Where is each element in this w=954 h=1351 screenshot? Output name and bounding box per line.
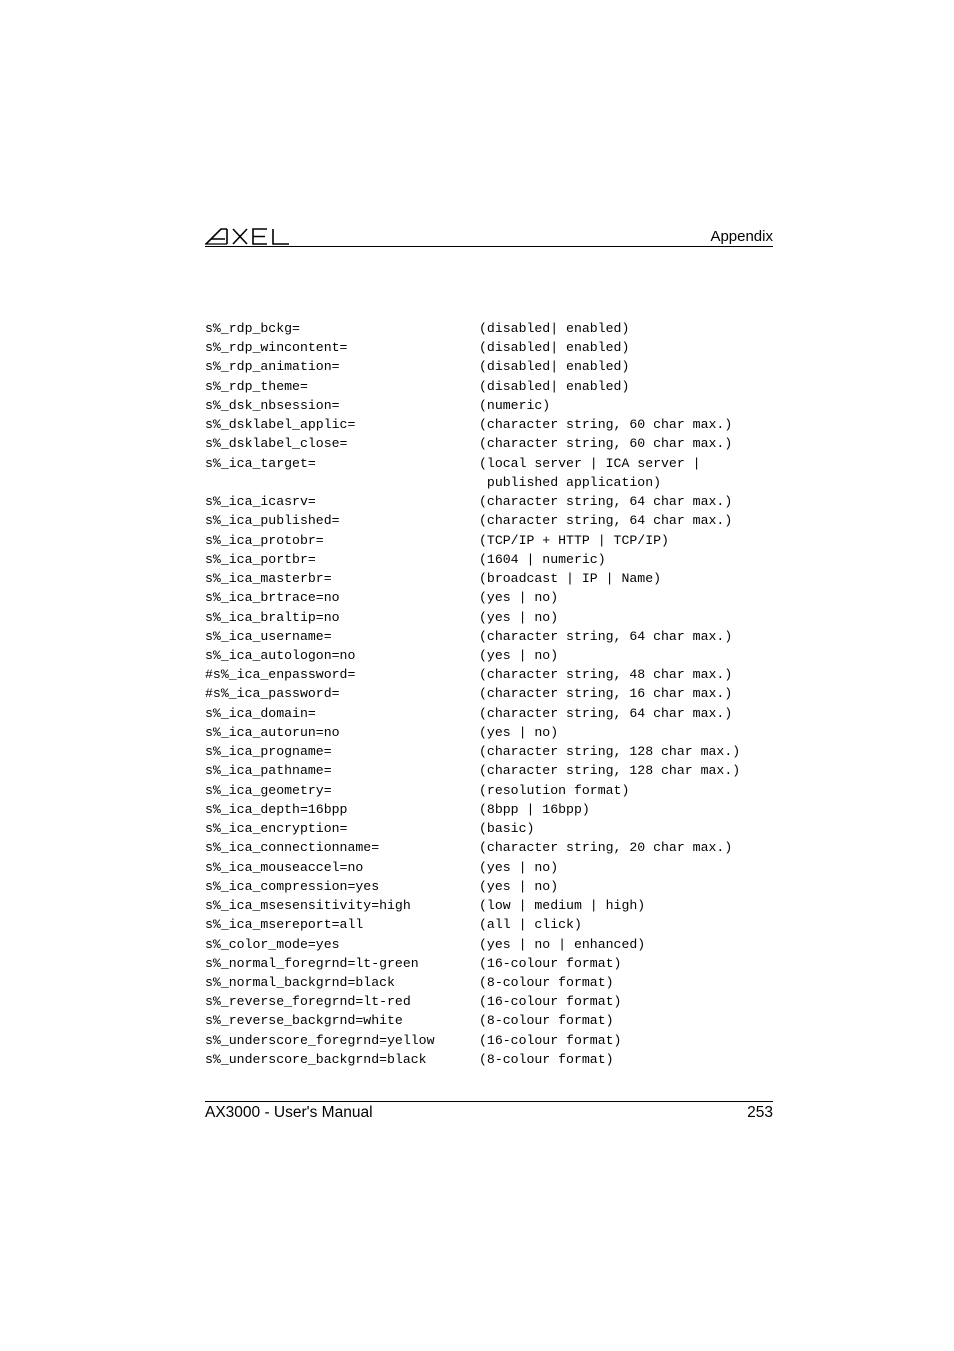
page-header [205,222,773,247]
parameter-values: (disabled| enabled) [479,321,630,336]
parameter-name: s%_ica_braltip=no [205,609,340,625]
parameter-values: (disabled| enabled) [479,359,630,375]
parameter-values: (yes | no) [479,878,559,894]
parameter-values: (local server | ICA server | [479,455,701,471]
parameter-row [205,415,773,434]
parameter-row [205,800,773,819]
parameter-values: (yes | no | enhanced) [479,936,646,952]
parameter-name: s%_rdp_animation= [205,359,340,375]
parameter-values: (character string, 48 char max.) [479,667,733,683]
parameter-name: s%_ica_portbr= [205,551,316,567]
parameter-values: (low | medium | high) [479,898,646,914]
parameter-name: s%_ica_connectionname= [205,840,380,856]
parameter-row [205,338,773,357]
parameter-name: s%_ica_masterbr= [205,571,332,587]
parameter-row [205,819,773,838]
parameter-name: s%_color_mode=yes [205,936,340,952]
parameter-values: (character string, 64 char max.) [479,705,733,721]
parameter-values: (1604 | numeric) [479,551,606,567]
parameter-values: (basic) [479,821,535,837]
parameter-values: (resolution format) [479,782,630,798]
parameter-values: (8-colour format) [479,974,614,990]
parameter-row [205,781,773,800]
parameter-row [205,992,773,1011]
parameter-row [205,1011,773,1030]
parameter-row [205,646,773,665]
parameter-row [205,511,773,530]
parameter-name: s%_rdp_theme= [205,378,308,394]
parameter-row [205,877,773,896]
parameter-row [205,954,773,973]
parameter-row [205,473,773,492]
parameter-values: (character string, 128 char max.) [479,763,741,779]
parameter-row [205,935,773,954]
parameter-values: (character string, 20 char max.) [479,840,733,856]
parameter-name: s%_ica_mouseaccel=no [205,859,364,875]
parameter-row [205,704,773,723]
parameter-name: s%_ica_username= [205,628,332,644]
parameter-name: s%_underscore_backgrnd=black [205,1051,427,1067]
page-footer [205,1101,773,1124]
parameter-row [205,357,773,376]
parameter-values: (16-colour format) [479,955,622,971]
parameter-values: (character string, 64 char max.) [479,628,733,644]
parameter-values: (character string, 64 char max.) [479,494,733,510]
parameter-name: s%_ica_msesensitivity=high [205,898,411,914]
parameter-name: s%_ica_target= [205,455,316,471]
parameter-name [205,473,479,492]
parameter-values: (yes | no) [479,859,559,875]
parameter-row [205,761,773,780]
parameter-values: (broadcast | IP | Name) [479,571,662,587]
parameter-values: (character string, 128 char max.) [479,744,741,760]
parameter-values: (TCP/IP + HTTP | TCP/IP) [479,532,669,548]
parameter-values: (disabled| enabled) [479,378,630,394]
parameter-row [205,858,773,877]
parameter-row [205,973,773,992]
page-number: 253 [747,1104,773,1121]
parameter-values: (character string, 64 char max.) [479,513,733,529]
parameter-row [205,396,773,415]
parameter-row [205,896,773,915]
parameter-name: s%_dsklabel_applic= [205,417,356,433]
parameter-row [205,1050,773,1069]
parameter-name: s%_normal_foregrnd=lt-green [205,955,419,971]
parameter-row [205,665,773,684]
parameter-row [205,915,773,934]
parameter-name: s%_ica_geometry= [205,782,332,798]
parameter-name: s%_ica_autologon=no [205,647,356,663]
parameter-values: (disabled| enabled) [479,340,630,356]
parameter-name: s%_ica_protobr= [205,532,324,548]
parameter-values: (yes | no) [479,647,559,663]
parameter-row [205,492,773,511]
parameter-row [205,531,773,550]
parameter-name: s%_ica_brtrace=no [205,590,340,606]
parameter-row [205,608,773,627]
parameter-name: #s%_ica_password= [205,686,340,702]
parameter-values: (all | click) [479,917,582,933]
parameter-name: s%_ica_icasrv= [205,494,316,510]
parameter-row [205,742,773,761]
parameter-values: (character string, 60 char max.) [479,417,733,433]
parameter-values: (yes | no) [479,609,559,625]
parameter-values: (character string, 60 char max.) [479,436,733,452]
parameter-row [205,377,773,396]
parameter-row [205,1031,773,1050]
parameter-name: s%_ica_depth=16bpp [205,801,348,817]
parameter-name: s%_reverse_foregrnd=lt-red [205,994,411,1010]
parameter-name: s%_ica_msereport=all [205,917,364,933]
axel-logo [205,224,291,246]
parameter-name: s%_ica_encryption= [205,821,348,837]
parameter-name: s%_ica_autorun=no [205,724,340,740]
parameter-name: s%_ica_progname= [205,744,332,760]
parameter-row [205,838,773,857]
parameter-row [205,588,773,607]
parameter-name: s%_normal_backgrnd=black [205,974,395,990]
parameter-row [205,454,773,473]
parameter-values: (8-colour format) [479,1013,614,1029]
parameter-name: s%_ica_compression=yes [205,878,380,894]
manual-title: AX3000 - User's Manual [205,1104,373,1121]
parameter-values: (numeric) [479,397,551,413]
parameter-name: s%_ica_domain= [205,705,316,721]
parameter-row [205,627,773,646]
parameter-values: (16-colour format) [479,1032,622,1048]
section-title: Appendix [710,228,773,245]
parameter-name: #s%_ica_enpassword= [205,667,356,683]
parameter-values: (8bpp | 16bpp) [479,801,590,817]
parameter-values: published application) [479,474,662,490]
parameter-values: (character string, 16 char max.) [479,686,733,702]
parameter-row [205,434,773,453]
parameter-values: (16-colour format) [479,994,622,1010]
parameter-name: s%_ica_published= [205,513,340,529]
parameter-values: (8-colour format) [479,1051,614,1067]
parameter-row [205,723,773,742]
config-parameter-list [205,319,773,1069]
parameter-values: (yes | no) [479,724,559,740]
parameter-name: s%_underscore_foregrnd=yellow [205,1032,435,1048]
parameter-name: s%_dsk_nbsession= [205,397,340,413]
parameter-name: s%_reverse_backgrnd=white [205,1013,403,1029]
parameter-name: s%_ica_pathname= [205,763,332,779]
parameter-row [205,684,773,703]
parameter-name: s%_rdp_bckg= [205,321,300,336]
parameter-name: s%_rdp_wincontent= [205,340,348,356]
parameter-row [205,319,773,338]
parameter-row [205,550,773,569]
parameter-row [205,569,773,588]
parameter-values: (yes | no) [479,590,559,606]
parameter-name: s%_dsklabel_close= [205,436,348,452]
